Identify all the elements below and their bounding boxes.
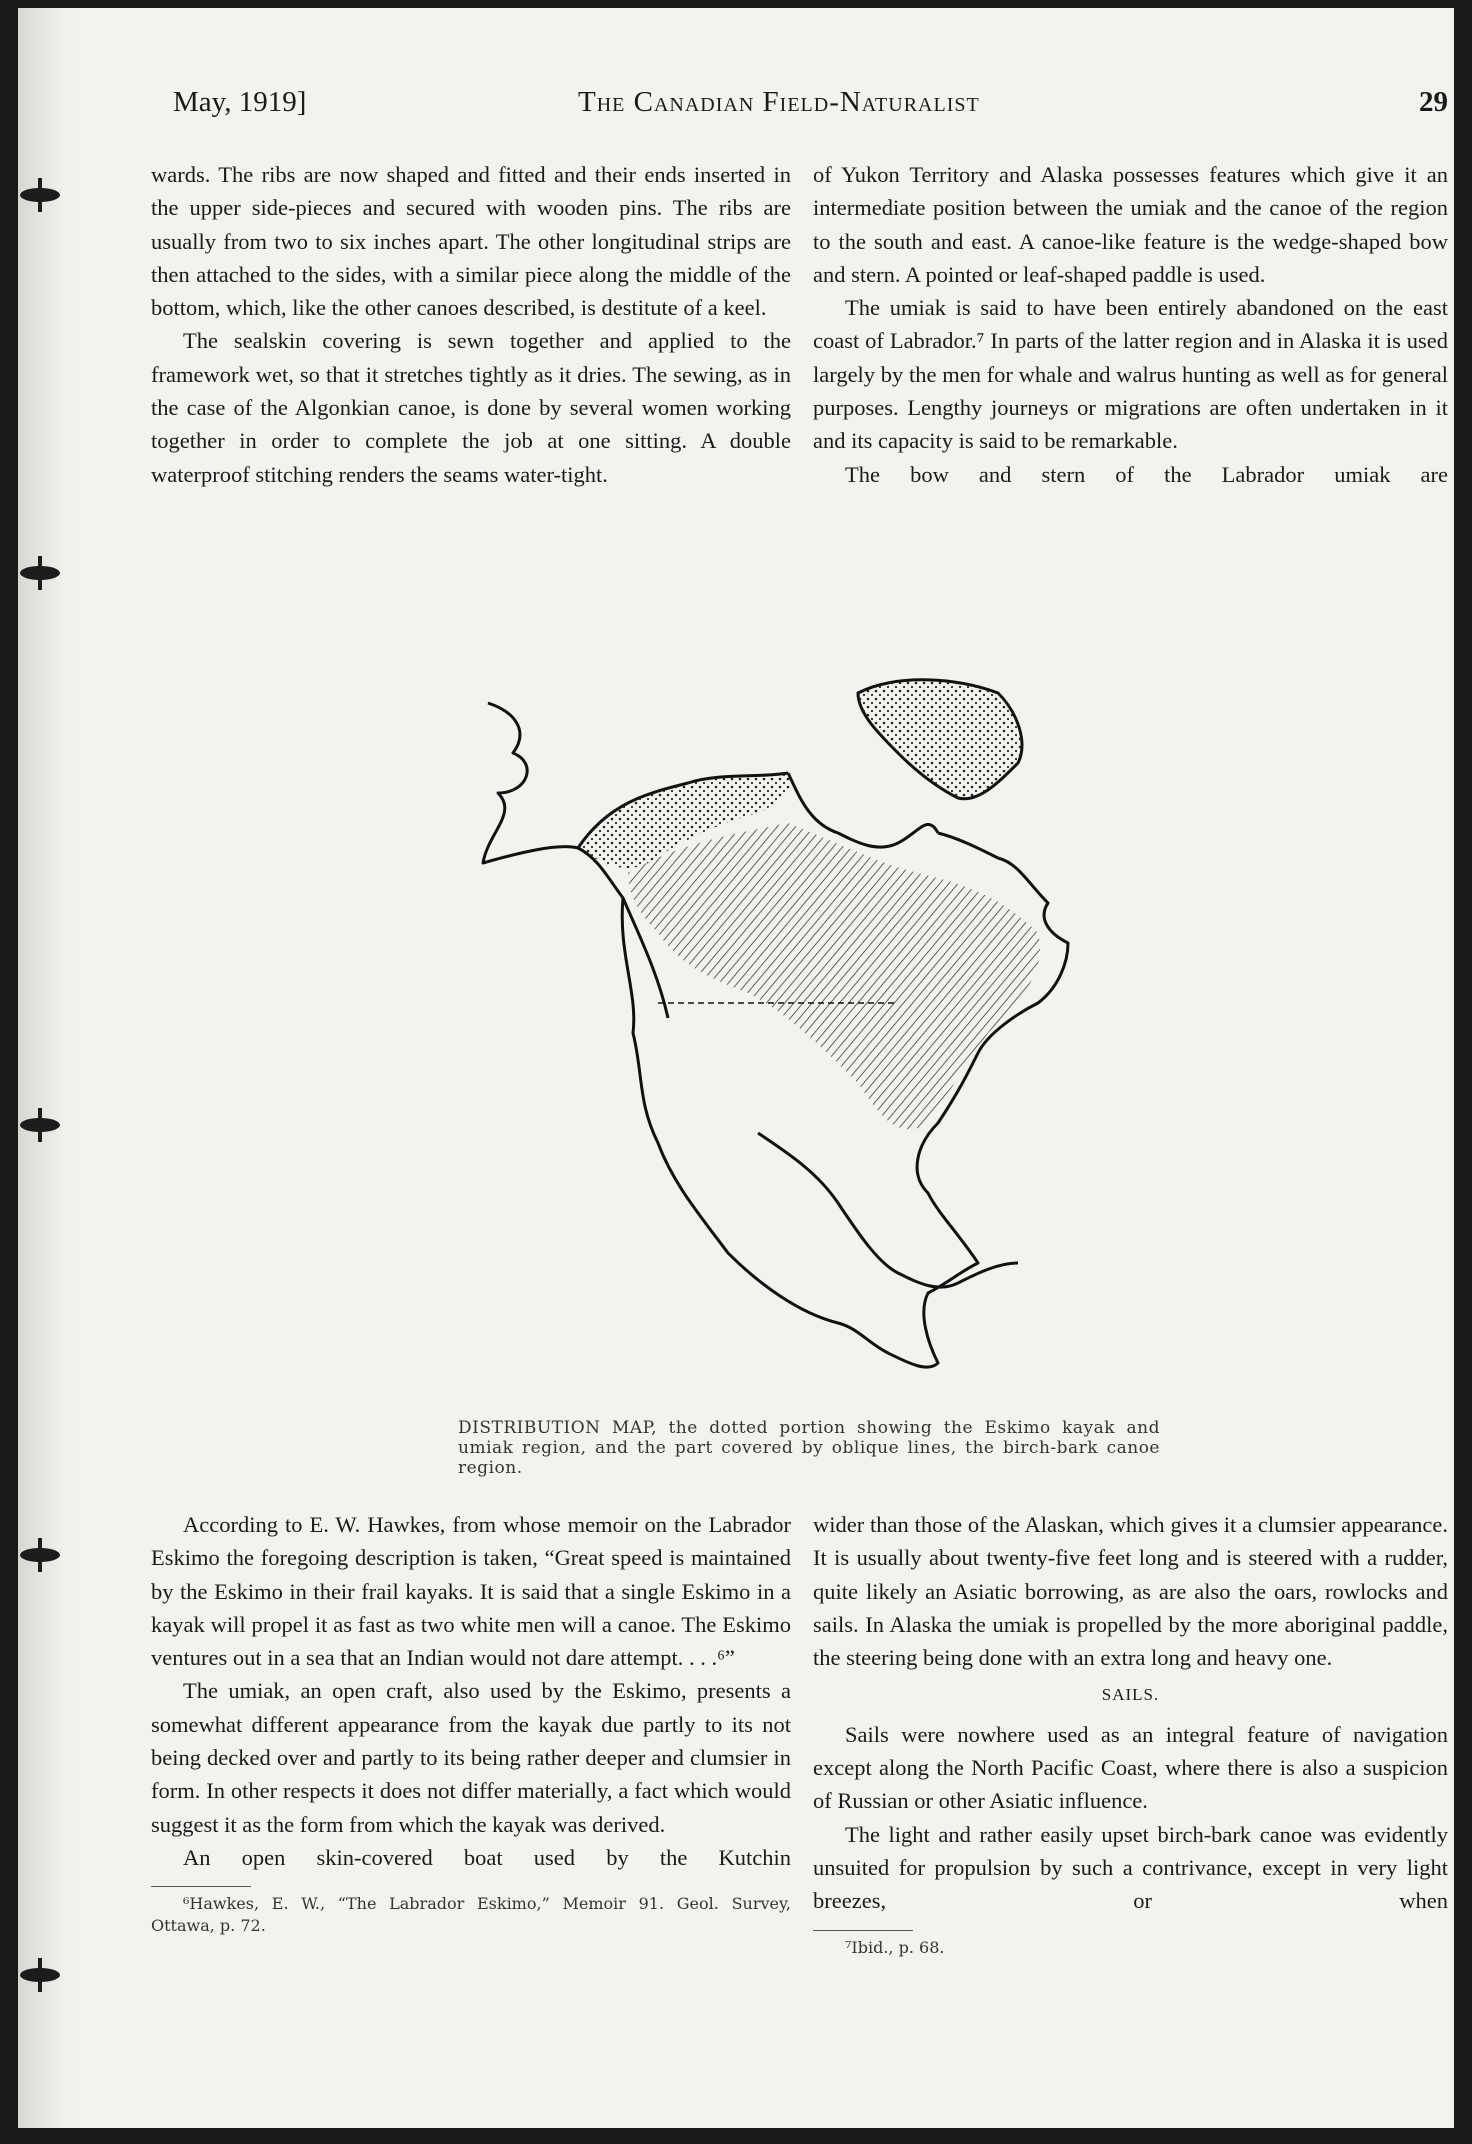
running-header: [173, 86, 1448, 126]
paragraph: of Yukon Territory and Alaska possesses features which give it an intermediate position between the umiak and the canoe of the region to the south and east. A canoe-like feature is the wedge-shaped bow and stern. A pointed or leaf-shaped paddle is used.: [813, 162, 1448, 287]
left-column-bottom: [151, 1508, 791, 1937]
birch-bark-canoe-region: [628, 823, 1040, 1129]
paragraph: According to E. W. Hawkes, from whose memoir on the Labrador Eskimo the foregoing description is taken, “Great speed is maintained by the Eskimo in their frail kayaks. It is said that a single Eskimo in a kayak will propel it as fast as two white men will a canoe. The Eskimo ventures out in a sea that an Indian would not dare attempt. . . .⁶”: [151, 1512, 791, 1671]
distribution-map-figure: [458, 673, 1128, 1393]
binding-thread: [18, 1538, 70, 1572]
paragraph: The umiak is said to have been entirely abandoned on the east coast of Labrador.⁷ In parts of the latter region and in Alaska it is used largely by the men for whale and walrus hunting as well as for general purposes. Lengthy journeys or migrations are often undertaken in it and its capacity is said to be remarkable.: [813, 295, 1448, 454]
figure-caption: DISTRIBUTION MAP, the dotted portion showing the Eskimo kayak and umiak region, and the part covered by oblique lines, the birch-bark canoe region.: [458, 1418, 1160, 1478]
paragraph: wards. The ribs are now shaped and fitted and their ends inserted in the upper side-pieces and secured with wooden pins. The ribs are usually from two to six inches apart. The other longitudinal strips are then attached to the sides, with a similar piece along the middle of the bottom, which, like the other canoes described, is destitute of a keel.: [151, 162, 791, 321]
paragraph: The sealskin covering is sewn together and applied to the framework wet, so that it stretches tightly as it dries. The sewing, as in the case of the Algonkian canoe, is done by several women working together in order to complete the job at one sitting. A double waterproof stitching renders the seams water-tight.: [151, 328, 791, 487]
binding-thread: [18, 178, 70, 212]
footnote: ⁶Hawkes, E. W., “The Labrador Eskimo,” Memoir 91. Geol. Survey, Ottawa, p. 72.: [151, 1894, 791, 1936]
footnote: ⁷Ibid., p. 68.: [845, 1937, 945, 1957]
paragraph: An open skin-covered boat used by the Kutchin: [183, 1844, 791, 1870]
journal-title: The Canadian Field-Naturalist: [578, 86, 980, 118]
paragraph: wider than those of the Alaskan, which gives it a clumsier appearance. It is usually about twenty-five feet long and is steered with a rudder, quite likely an Asiatic borrowing, as are also the oars, rowlocks and sails. In Alaska the umiak is propelled by the more aboriginal paddle, the steering being done with an extra long and heavy one.: [813, 1512, 1448, 1671]
left-column-top: [151, 158, 791, 491]
paragraph: The light and rather easily upset birch-bark canoe was evidently unsuited for propulsion by such a contrivance, except in very light breezes, or when: [813, 1821, 1448, 1914]
binding-thread: [18, 556, 70, 590]
journal-page: [18, 8, 1454, 2128]
section-heading: SAILS.: [1101, 1685, 1160, 1705]
binding-thread: [18, 1958, 70, 1992]
page-binding: [18, 8, 78, 2128]
paragraph: Sails were nowhere used as an integral feature of navigation except along the North Pacific Coast, where there is also a suspicion of Russian or other Asiatic influence.: [813, 1721, 1448, 1814]
footnote-rule: [813, 1930, 913, 1931]
right-column-top: [813, 158, 1448, 491]
page-number: 29: [1419, 86, 1448, 118]
issue-date: May, 1919]: [173, 86, 307, 118]
paragraph: The umiak, an open craft, also used by the Eskimo, presents a somewhat different appearance from the kayak due partly to its not being decked over and partly to its being rather deeper and clumsier in form. In other respects it does not differ materially, a fact which would suggest it as the form from which the kayak was derived.: [151, 1678, 791, 1837]
paragraph: The bow and stern of the Labrador umiak are: [845, 461, 1448, 487]
footnote-rule: [151, 1886, 251, 1887]
right-column-bottom: [813, 1508, 1448, 1959]
binding-thread: [18, 1108, 70, 1142]
eskimo-kayak-umiak-region: [858, 680, 1022, 799]
